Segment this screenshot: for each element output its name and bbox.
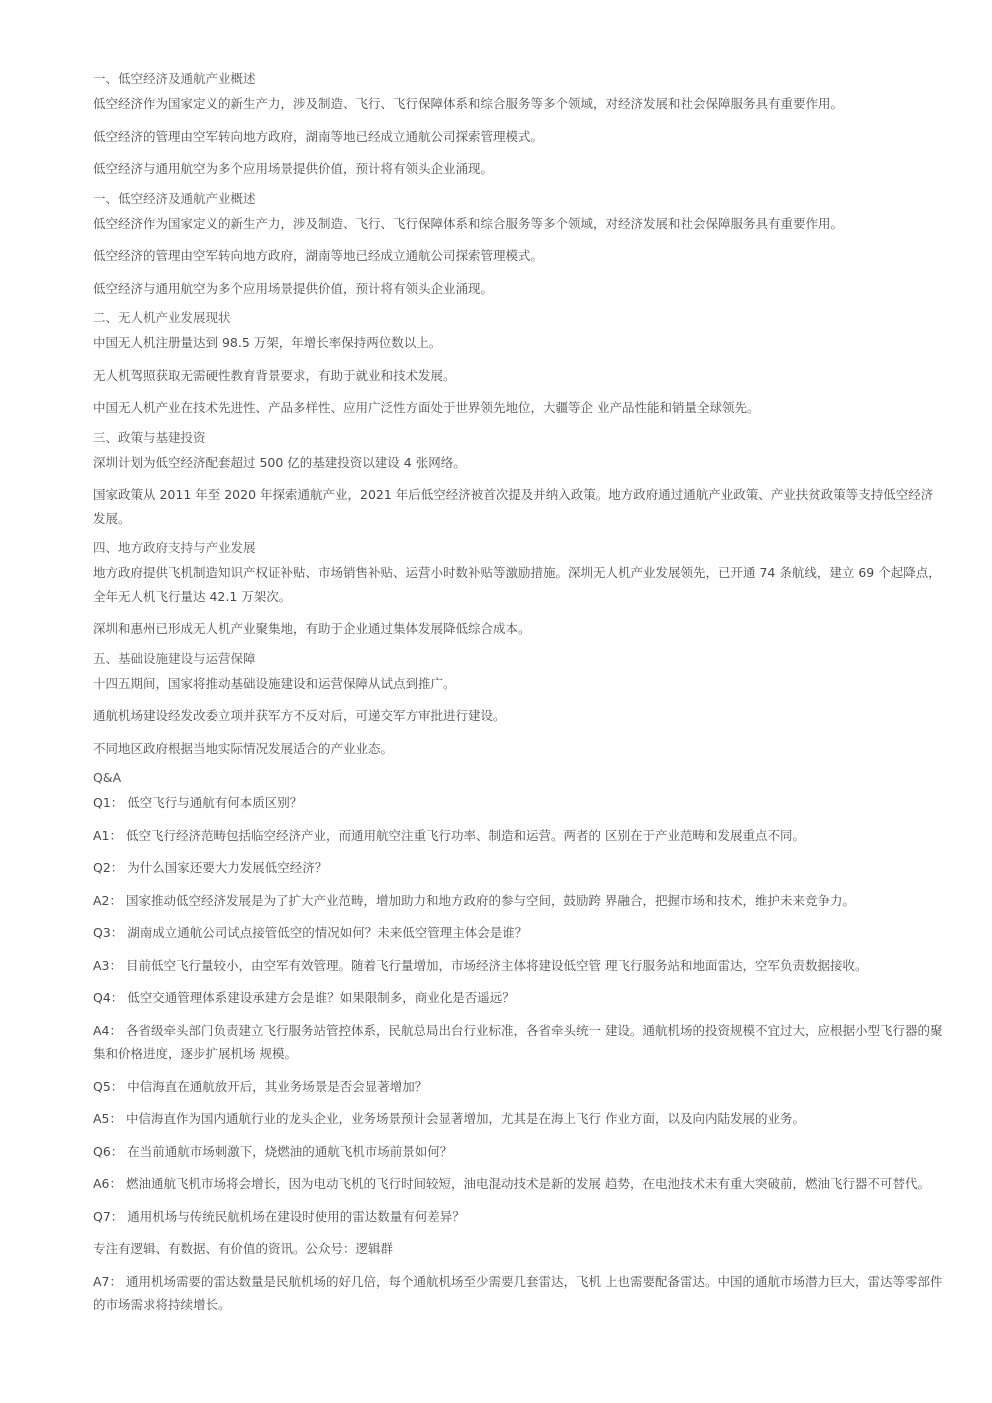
paragraph: 通航机场建设经发改委立项并获军方不反对后，可递交军方审批进行建设。 xyxy=(93,708,506,723)
paragraph: 中国无人机产业在技术先进性、产品多样性、应用广泛性方面处于世界领先地位，大疆等企 业产品性能和销量全球领先。 xyxy=(93,400,760,415)
paragraph: A3： 目前低空飞行量较小，由空军有效管理。随着飞行量增加，市场经济主体将建设低空管 理飞行服务站和地面雷达，空军负责数据接收。 xyxy=(93,957,868,973)
paragraph: 低空经济的管理由空军转向地方政府，湖南等地已经成立通航公司探索管理模式。 xyxy=(93,128,544,144)
section-heading: 五、基础设施建设与运营保障 xyxy=(93,650,256,666)
paragraph: 专注有逻辑、有数据、有价值的资讯。公众号：逻辑群 xyxy=(93,1241,394,1256)
paragraph: Q5： 中信海直在通航放开后，其业务场景是否会显著增加？ xyxy=(93,1078,428,1094)
paragraph: Q2： 为什么国家还要大力发展低空经济？ xyxy=(93,860,328,875)
paragraph: Q6： 在当前通航市场刺激下，烧燃油的通航飞机市场前景如何？ xyxy=(93,1143,453,1159)
paragraph: A7： 通用机场需要的雷达数量是民航机场的好几倍，每个通航机场至少需要几套雷达，飞机 上也需要配备雷达。中国的通航市场潜力巨大，雷达等零部件的市场需求将持续增长。 xyxy=(93,1273,943,1312)
paragraph: 中国无人机注册量达到 98.5 万架，年增长率保持两位数以上。 xyxy=(93,335,442,350)
paragraph: 不同地区政府根据当地实际情况发展适合的产业业态。 xyxy=(93,740,394,756)
paragraph: A6： 燃油通航飞机市场将会增长，因为电动飞机的飞行时间较短，油电混动技术是新的发展 趋势，在电池技术未有重大突破前，燃油飞行器不可替代。 xyxy=(93,1176,930,1191)
paragraph: 十四五期间，国家将推动基础设施建设和运营保障从试点到推广。 xyxy=(93,675,456,691)
section-heading: Q&A xyxy=(93,770,122,785)
paragraph: A1： 低空飞行经济范畴包括临空经济产业，而通用航空注重飞行功率、制造和运营。两者的 区别在于产业范畴和发展重点不同。 xyxy=(93,827,805,843)
paragraph: Q4： 低空交通管理体系建设承建方会是谁？如果限制多，商业化是否遥远？ xyxy=(93,990,515,1005)
paragraph: 低空经济与通用航空为多个应用场景提供价值，预计将有领头企业涌现。 xyxy=(93,280,494,296)
paragraph: A4： 各省级牵头部门负责建立飞行服务站管控体系，民航总局出台行业标准，各省牵头统一 建设。通航机场的投资规模不宜过大，应根据小型飞行器的聚集和价格进度，逐步扩展机场 规模。 xyxy=(93,1022,943,1061)
section-heading: 四、地方政府支持与产业发展 xyxy=(93,540,256,555)
paragraph: Q1： 低空飞行与通航有何本质区别？ xyxy=(93,795,303,810)
paragraph: Q7： 通用机场与传统民航机场在建设时使用的雷达数量有何差异？ xyxy=(93,1208,465,1224)
paragraph: 深圳计划为低空经济配套超过 500 亿的基建投资以建设 4 张网络。 xyxy=(93,454,466,470)
section-heading: 一、低空经济及通航产业概述 xyxy=(93,71,256,86)
section-heading: 二、无人机产业发展现状 xyxy=(93,310,231,325)
paragraph: 国家政策从 2011 年至 2020 年探索通航产业，2021 年后低空经济被首次提及并纳入政策。地方政府通过通航产业政策、产业扶贫政策等支持低空经济发展。 xyxy=(93,487,934,526)
paragraph: 地方政府提供飞机制造知识产权证补贴、市场销售补贴、运营小时数补贴等激励措施。深圳无人机产业发展领先，已开通 74 条航线，建立 69 个起降点，全年无人机飞行量达 42.1 万架次。 xyxy=(93,565,941,604)
paragraph: 低空经济与通用航空为多个应用场景提供价值，预计将有领头企业涌现。 xyxy=(93,161,494,176)
paragraph: 低空经济的管理由空军转向地方政府，湖南等地已经成立通航公司探索管理模式。 xyxy=(93,248,544,263)
paragraph: 深圳和惠州已形成无人机产业聚集地，有助于企业通过集体发展降低综合成本。 xyxy=(93,621,531,636)
paragraph: A2： 国家推动低空经济发展是为了扩大产业范畴，增加助力和地方政府的参与空间，鼓励跨 界融合，把握市场和技术，维护未来竞争力。 xyxy=(93,892,855,908)
paragraph: 低空经济作为国家定义的新生产力，涉及制造、飞行、飞行保障体系和综合服务等多个领域，对经济发展和社会保障服务具有重要作用。 xyxy=(93,96,844,111)
paragraph: 无人机驾照获取无需硬性教育背景要求，有助于就业和技术发展。 xyxy=(93,367,456,383)
paragraph: 低空经济作为国家定义的新生产力，涉及制造、飞行、飞行保障体系和综合服务等多个领域，对经济发展和社会保障服务具有重要作用。 xyxy=(93,215,844,231)
document-body xyxy=(93,70,945,1326)
paragraph: A5： 中信海直作为国内通航行业的龙头企业，业务场景预计会显著增加，尤其是在海上飞行 作业方面，以及向内陆发展的业务。 xyxy=(93,1111,805,1126)
section-heading: 三、政策与基建投资 xyxy=(93,429,206,445)
section-heading: 一、低空经济及通航产业概述 xyxy=(93,190,256,206)
paragraph: Q3： 湖南成立通航公司试点接管低空的情况如何？未来低空管理主体会是谁？ xyxy=(93,925,528,940)
